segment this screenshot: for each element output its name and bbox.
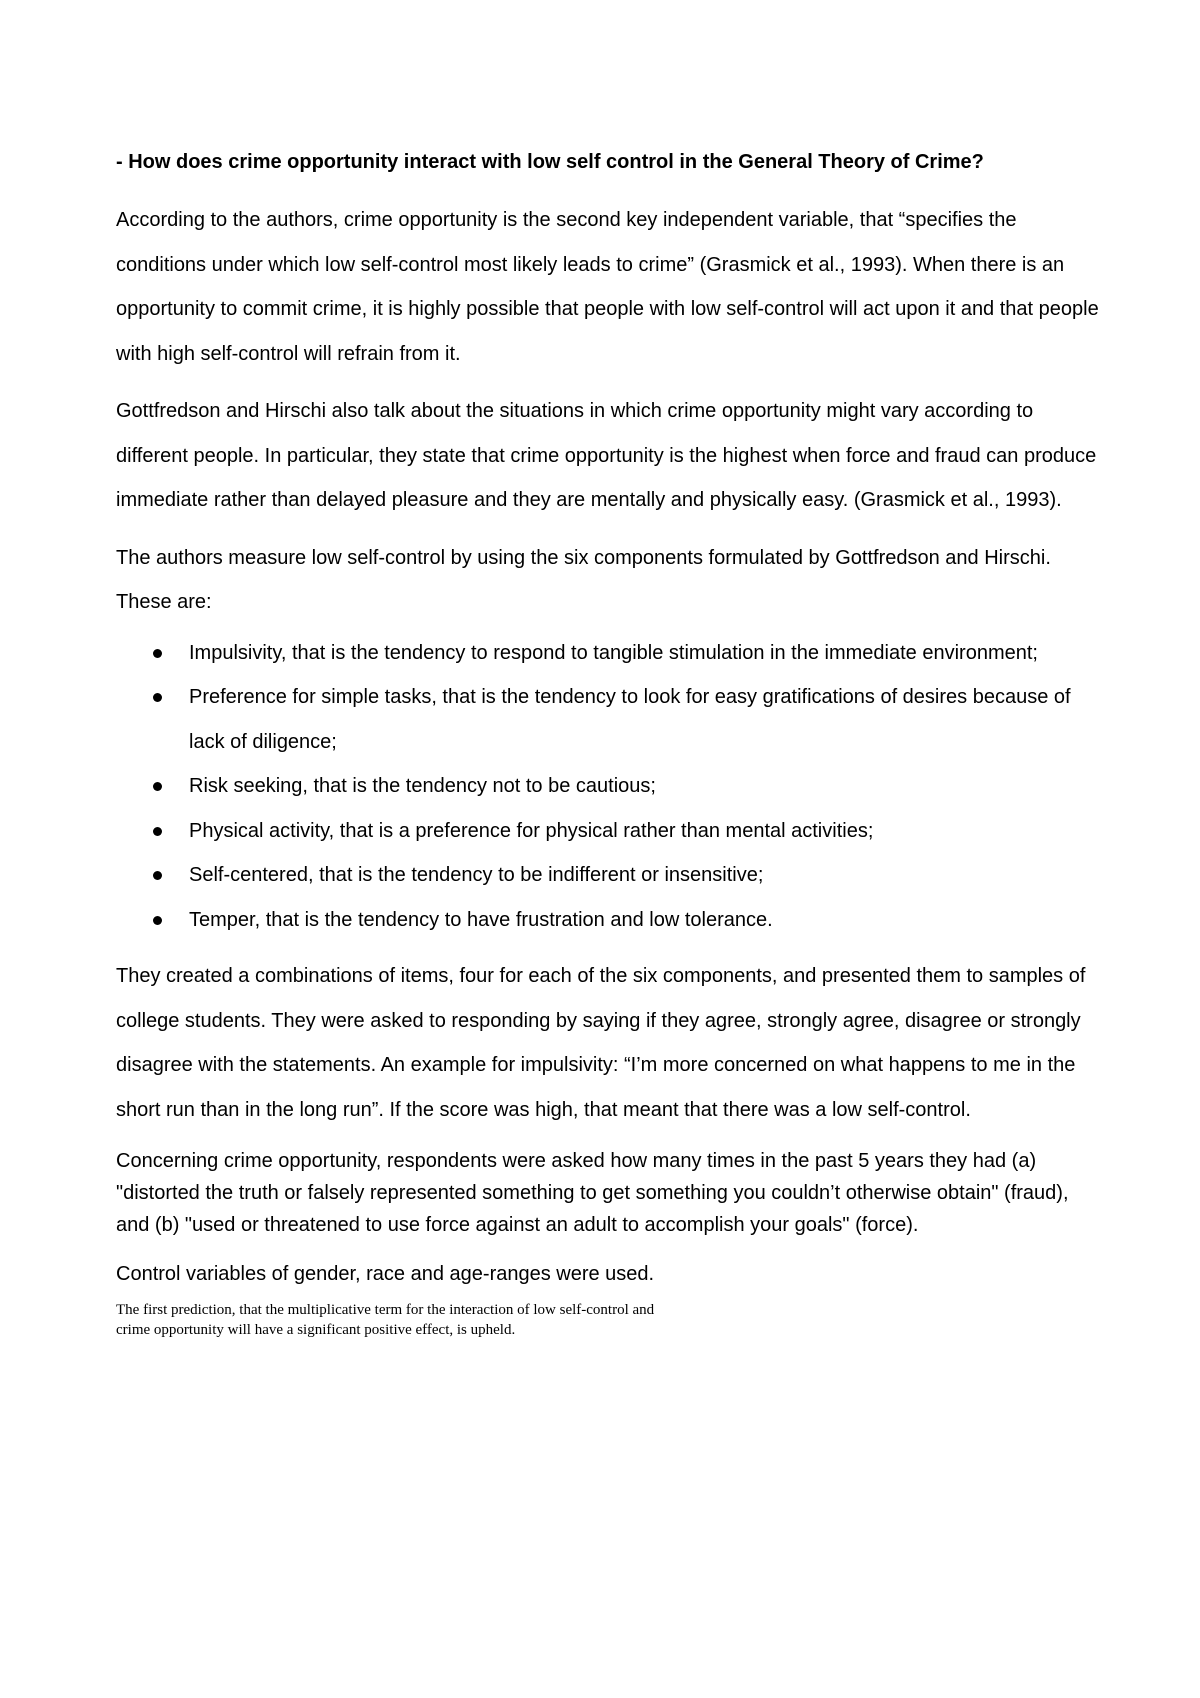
list-item-text: Physical activity, that is a preference for physical rather than mental activities;	[189, 819, 874, 842]
bullet-icon	[153, 693, 162, 702]
prediction-note: The first prediction, that the multiplicative term for the interaction of low self-control and crime opportunity will have a significant positive effect, is upheld.	[116, 1302, 655, 1338]
list-item	[116, 675, 1106, 764]
question-heading: - How does crime opportunity interact with low self control in the General Theory of Crime?	[116, 151, 984, 173]
list-item	[116, 853, 1106, 898]
list-item	[116, 898, 1106, 943]
components-list	[116, 631, 1106, 943]
list-item	[116, 764, 1106, 809]
paragraph-crime-opportunity-measure: Concerning crime opportunity, respondents were asked how many times in the past 5 years they had (a) "distorted the truth or falsely represented something to get something you couldn’t otherwise obtain" (fraud), and (b) "used or threatened to use force against an adult to accomplish your goals" (force).	[116, 1150, 1069, 1236]
list-item-text: Preference for simple tasks, that is the tendency to look for easy gratifications of desires because of lack of diligence;	[189, 686, 1071, 753]
paragraph-crime-opportunity-definition: According to the authors, crime opportunity is the second key independent variable, that “specifies the conditions under which low self-control most likely leads to crime” (Grasmick et al., 1993). When there is an opportunity to commit crime, it is highly possible that people with low self-control will act upon it and that people with high self-control will refrain from it.	[116, 209, 1099, 365]
bullet-icon	[153, 649, 162, 658]
bullet-icon	[153, 916, 162, 925]
list-item-text: Risk seeking, that is the tendency not to be cautious;	[189, 775, 656, 797]
paragraph-components-intro: The authors measure low self-control by using the six components formulated by Gottfredson and Hirschi. These are:	[116, 546, 1051, 613]
document-body	[116, 140, 1106, 1340]
list-item-text: Impulsivity, that is the tendency to respond to tangible stimulation in the immediate environment;	[189, 641, 1038, 664]
paragraph-measurement: They created a combinations of items, four for each of the six components, and presented them to samples of college students. They were asked to responding by saying if they agree, strongly agree, disagree or strongly disagree with the statements. An example for impulsivity: “I’m more concerned on what happens to me in the short run than in the long run”. If the score was high, that meant that there was a low self-control.	[116, 965, 1086, 1121]
list-item	[116, 809, 1106, 854]
bullet-icon	[153, 871, 162, 880]
paragraph-control-variables: Control variables of gender, race and age-ranges were used.	[116, 1263, 655, 1285]
list-item	[116, 631, 1106, 676]
bullet-icon	[153, 827, 162, 836]
paragraph-situations: Gottfredson and Hirschi also talk about the situations in which crime opportunity might vary according to different people. In particular, they state that crime opportunity is the highest when force and fraud can produce immediate rather than delayed pleasure and they are mentally and physically easy. (Grasmick et al., 1993).	[116, 400, 1097, 511]
list-item-text: Self-centered, that is the tendency to be indifferent or insensitive;	[189, 864, 764, 886]
list-item-text: Temper, that is the tendency to have frustration and low tolerance.	[189, 908, 773, 931]
bullet-icon	[153, 782, 162, 791]
